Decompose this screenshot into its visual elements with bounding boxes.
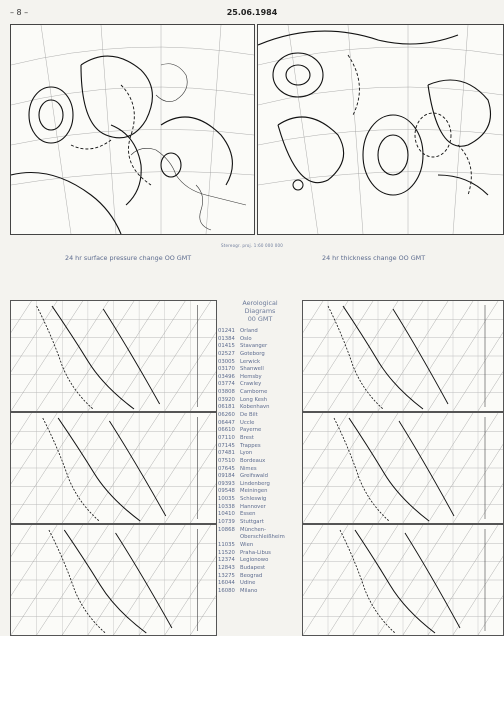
station-code: 02527 bbox=[218, 350, 235, 357]
station-code: 07645 bbox=[218, 465, 235, 472]
station-row bbox=[218, 565, 302, 573]
station-row bbox=[218, 351, 302, 359]
thickness-change-map bbox=[257, 24, 504, 235]
station-row bbox=[218, 542, 302, 550]
station-name: Legionowo bbox=[240, 557, 269, 564]
station-list bbox=[218, 328, 302, 595]
station-code: 11520 bbox=[218, 549, 235, 556]
station-row bbox=[218, 427, 302, 435]
projection-note: Stereogr. proj. 1:60 000 000 bbox=[221, 243, 283, 248]
station-name: Orland bbox=[240, 328, 258, 334]
station-row bbox=[218, 389, 302, 397]
station-name: Lyon bbox=[240, 450, 253, 457]
station-code: 12843 bbox=[218, 564, 235, 571]
aerological-diagram bbox=[302, 524, 504, 636]
station-code: 16080 bbox=[218, 587, 235, 594]
station-row bbox=[218, 458, 302, 466]
station-code: 07110 bbox=[218, 434, 235, 441]
station-row bbox=[218, 588, 302, 596]
station-row bbox=[218, 328, 302, 336]
station-name: Schleswig bbox=[240, 496, 267, 503]
station-name: Long Kesh bbox=[240, 396, 268, 403]
station-code: 10338 bbox=[218, 503, 235, 510]
station-code: 07145 bbox=[218, 442, 235, 449]
station-name: Goteborg bbox=[240, 350, 265, 357]
panel-title-line-1: Aerological bbox=[242, 299, 278, 307]
station-code: 13275 bbox=[218, 572, 235, 579]
station-row bbox=[218, 488, 302, 496]
station-name: Bordeaux bbox=[240, 457, 266, 464]
station-code bbox=[218, 534, 240, 542]
station-row bbox=[218, 511, 302, 519]
station-row bbox=[218, 573, 302, 581]
thickness-caption: 24 hr thickness change OO GMT bbox=[322, 254, 426, 262]
station-name: Kobenhavn bbox=[240, 404, 270, 411]
station-name: De Bilt bbox=[240, 412, 258, 419]
station-row bbox=[218, 450, 302, 458]
station-code: 01384 bbox=[218, 335, 235, 342]
station-name: Crawley bbox=[240, 381, 262, 388]
station-code: 03774 bbox=[218, 381, 235, 388]
station-code: 09184 bbox=[218, 473, 235, 480]
station-name: Lerwick bbox=[240, 358, 261, 365]
station-code: 09548 bbox=[218, 488, 235, 495]
station-name: Camborne bbox=[240, 389, 268, 396]
station-name: Udine bbox=[240, 580, 256, 587]
station-name: Nimes bbox=[240, 465, 257, 472]
station-code: 11035 bbox=[218, 541, 235, 548]
station-name: Milano bbox=[240, 587, 258, 594]
station-row bbox=[218, 527, 302, 535]
station-name: Hannover bbox=[240, 503, 266, 510]
station-code: 12374 bbox=[218, 557, 235, 564]
surface-pressure-change-map bbox=[10, 24, 255, 235]
panel-title-line-3: 00 GMT bbox=[247, 315, 273, 323]
station-row bbox=[218, 381, 302, 389]
aerological-diagrams-left bbox=[10, 300, 215, 635]
station-row bbox=[218, 481, 302, 489]
station-row bbox=[218, 496, 302, 504]
station-code: 06610 bbox=[218, 427, 235, 434]
station-row bbox=[218, 435, 302, 443]
station-code: 03170 bbox=[218, 366, 235, 373]
station-code: 16044 bbox=[218, 580, 235, 587]
station-name: Lindenberg bbox=[240, 480, 270, 487]
station-name: Oberschleißheim bbox=[240, 534, 285, 541]
station-name: Essen bbox=[240, 511, 256, 518]
station-row bbox=[218, 473, 302, 481]
station-row bbox=[218, 404, 302, 412]
aerological-diagram bbox=[10, 524, 217, 636]
station-code: 01415 bbox=[218, 343, 235, 350]
station-row bbox=[218, 519, 302, 527]
aerological-diagram bbox=[10, 300, 217, 412]
station-list-panel bbox=[218, 299, 302, 595]
station-code: 10868 bbox=[218, 526, 235, 533]
station-name: Meiningen bbox=[240, 488, 268, 495]
station-code: 03920 bbox=[218, 396, 235, 403]
station-name: München- bbox=[240, 526, 267, 533]
station-row bbox=[218, 580, 302, 588]
station-row bbox=[218, 343, 302, 351]
station-row bbox=[218, 359, 302, 367]
station-name: Uccle bbox=[240, 419, 255, 426]
station-row bbox=[218, 374, 302, 382]
station-code: 09393 bbox=[218, 480, 235, 487]
station-name: Trappes bbox=[240, 442, 261, 449]
station-code: 03005 bbox=[218, 358, 235, 365]
station-code: 10739 bbox=[218, 519, 235, 526]
station-row bbox=[218, 366, 302, 374]
station-name: Praha-Libus bbox=[240, 549, 271, 556]
station-row bbox=[218, 336, 302, 344]
station-row bbox=[218, 504, 302, 512]
panel-title-line-2: Diagrams bbox=[244, 307, 276, 315]
station-row bbox=[218, 550, 302, 558]
page-date: 25.06.1984 bbox=[226, 8, 278, 17]
station-code: 10035 bbox=[218, 496, 235, 503]
station-name: Shanwell bbox=[240, 366, 264, 373]
station-name: Hemsby bbox=[240, 373, 262, 380]
station-name: Stuttgart bbox=[240, 519, 264, 526]
station-code: 03496 bbox=[218, 373, 235, 380]
page-number: – 8 – bbox=[10, 8, 29, 17]
station-code: 10410 bbox=[218, 511, 235, 518]
station-name: Oslo bbox=[240, 335, 252, 342]
station-name: Stavanger bbox=[240, 343, 268, 350]
station-code: 07481 bbox=[218, 450, 235, 457]
station-name: Brest bbox=[240, 434, 254, 441]
surface-pressure-caption: 24 hr surface pressure change OO GMT bbox=[65, 254, 192, 262]
station-code: 06181 bbox=[218, 404, 235, 411]
station-code: 06260 bbox=[218, 412, 235, 419]
station-code: 03808 bbox=[218, 389, 235, 396]
station-code: 01241 bbox=[218, 328, 235, 334]
station-name: Greifswald bbox=[240, 473, 268, 480]
aerological-diagram bbox=[302, 412, 504, 524]
station-name: Beograd bbox=[240, 572, 263, 579]
blank-margin bbox=[0, 636, 504, 725]
station-row bbox=[218, 534, 302, 542]
aerological-diagram bbox=[10, 412, 217, 524]
aerological-diagrams-right bbox=[302, 300, 502, 635]
station-name: Payerne bbox=[240, 427, 262, 434]
station-row bbox=[218, 557, 302, 565]
station-row bbox=[218, 443, 302, 451]
aerological-diagram bbox=[302, 300, 504, 412]
station-row bbox=[218, 420, 302, 428]
station-row bbox=[218, 412, 302, 420]
station-name: Wien bbox=[240, 541, 254, 548]
station-code: 07510 bbox=[218, 457, 235, 464]
station-code: 06447 bbox=[218, 419, 235, 426]
station-row bbox=[218, 466, 302, 474]
station-row bbox=[218, 397, 302, 405]
station-name: Budapest bbox=[240, 564, 266, 571]
